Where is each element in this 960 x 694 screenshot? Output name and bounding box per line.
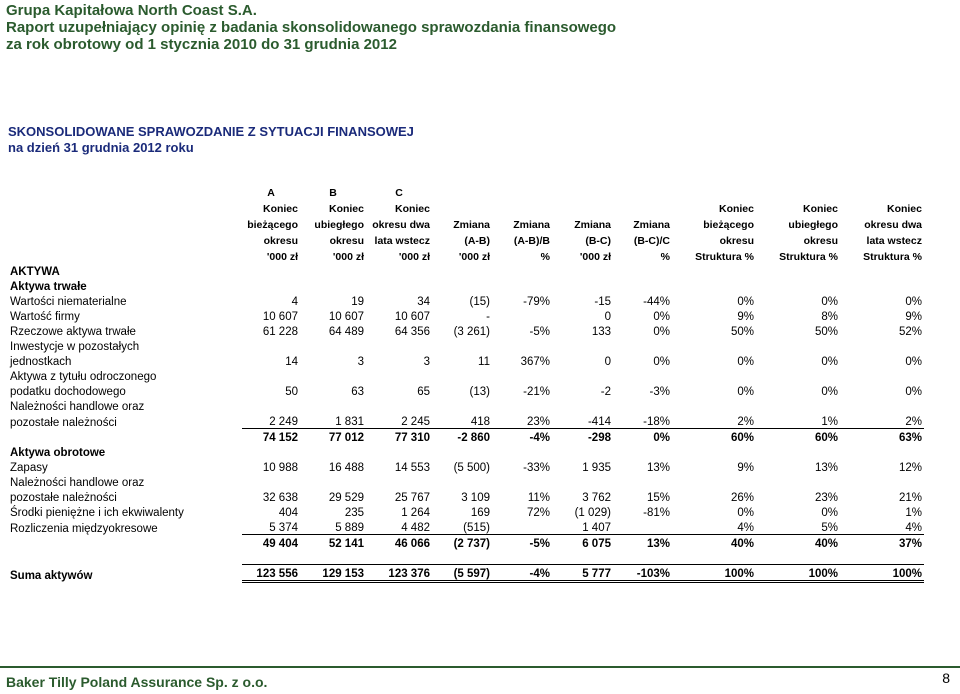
value-cell: 25 767: [394, 492, 430, 504]
value-cell: 19: [351, 296, 364, 308]
value-cell: 2 249: [269, 416, 298, 428]
table-row: [8, 293, 924, 308]
value-cell: 12%: [898, 462, 922, 474]
table-row: [8, 353, 924, 368]
value-cell: 15%: [646, 492, 670, 504]
value-cell: 5%: [821, 522, 838, 534]
column-header-cell: %: [540, 251, 550, 263]
column-header-cell: [552, 199, 613, 215]
balance-sheet-table: [8, 183, 924, 583]
value-cell: 3 762: [582, 492, 611, 504]
row-label: jednostkach: [10, 356, 72, 368]
column-header-cell: Koniec: [262, 203, 298, 215]
row-label: pozostałe należności: [10, 492, 117, 504]
column-header-cell: Struktura %: [695, 251, 754, 263]
value-cell: 8%: [821, 311, 838, 323]
label-continuation-row: [8, 368, 924, 383]
table-row: [8, 413, 924, 429]
value-cell: (515): [463, 522, 490, 534]
column-header-cell: '000 zł: [458, 251, 490, 263]
row-label: Środki pieniężne i ich ekwiwalenty: [10, 507, 184, 519]
column-header-cell: '000 zł: [579, 251, 611, 263]
table-row: [8, 459, 924, 474]
value-cell: 4 482: [401, 522, 430, 534]
footer-company: Baker Tilly Poland Assurance Sp. z o.o.: [6, 674, 268, 690]
value-cell: 4: [291, 296, 298, 308]
value-cell: 77 012: [300, 429, 366, 445]
header-row-row3: [8, 231, 924, 247]
value-cell: 6 075: [552, 535, 613, 551]
column-header-cell: lata wstecz: [866, 235, 922, 247]
value-cell: 0%: [653, 311, 670, 323]
value-cell: 0%: [737, 296, 754, 308]
value-cell: -5%: [492, 535, 552, 551]
value-cell: 2%: [737, 416, 754, 428]
value-cell: 3 109: [461, 492, 490, 504]
row-label: Wartość firmy: [10, 311, 80, 323]
value-cell: 13%: [646, 462, 670, 474]
value-cell: 13%: [613, 535, 672, 551]
value-cell: 61 228: [262, 326, 298, 338]
value-cell: 40%: [756, 535, 840, 551]
row-label: Rozliczenia międzyokresowe: [10, 522, 158, 535]
value-cell: 0%: [737, 386, 754, 398]
value-cell: 5 777: [552, 565, 613, 582]
value-cell: 0%: [613, 429, 672, 445]
value-cell: 37%: [840, 535, 924, 551]
value-cell: 52 141: [300, 535, 366, 551]
column-header-cell: okresu: [803, 235, 838, 247]
value-cell: 40%: [672, 535, 756, 551]
column-header-cell: [756, 183, 840, 199]
value-cell: 60%: [756, 429, 840, 445]
row-label: Aktywa z tytułu odroczonego: [10, 371, 157, 383]
row-label: Rzeczowe aktywa trwałe: [10, 326, 136, 338]
column-header-cell: bieżącego: [247, 219, 298, 231]
column-header-cell: Struktura %: [863, 251, 922, 263]
value-cell: 10 607: [262, 311, 298, 323]
value-cell: -3%: [649, 386, 670, 398]
column-header-cell: [432, 183, 492, 199]
column-header-cell: ubiegłego: [788, 219, 838, 231]
row-label: Inwestycje w pozostałych: [10, 341, 140, 353]
column-header-cell: B: [329, 187, 337, 199]
value-cell: 21%: [898, 492, 922, 504]
column-header-cell: Zmiana: [453, 219, 490, 231]
value-cell: 64 489: [328, 326, 364, 338]
value-cell: (5 597): [432, 565, 492, 582]
row-label: Należności handlowe oraz: [10, 477, 145, 489]
row-label: Wartości niematerialne: [10, 296, 127, 308]
table-row: [8, 504, 924, 519]
value-cell: 50: [285, 386, 298, 398]
value-cell: 1 407: [582, 522, 611, 534]
value-cell: -4%: [492, 565, 552, 582]
value-cell: 0%: [905, 296, 922, 308]
footer-divider: [0, 666, 960, 668]
value-cell: 16 488: [328, 462, 364, 474]
column-header-cell: [552, 183, 613, 199]
table-row: [8, 489, 924, 504]
header-label-cell: [8, 199, 242, 215]
column-header-cell: okresu dwa: [372, 219, 430, 231]
value-cell: -103%: [613, 565, 672, 582]
column-header-cell: [432, 199, 492, 215]
value-cell: 0%: [905, 356, 922, 368]
value-cell: [613, 519, 672, 535]
report-period: za rok obrotowy od 1 stycznia 2010 do 31 grudnia 2012: [6, 36, 397, 53]
value-cell: -4%: [492, 429, 552, 445]
column-header-cell: ubiegłego: [314, 219, 364, 231]
value-cell: [492, 308, 552, 323]
value-cell: 11%: [527, 492, 550, 504]
value-cell: 0%: [821, 386, 838, 398]
value-cell: 2 245: [401, 416, 430, 428]
report-group-name: Grupa Kapitałowa North Coast S.A.: [6, 2, 257, 19]
statement-title: SKONSOLIDOWANE SPRAWOZDANIE Z SYTUACJI FINANSOWEJ: [8, 124, 414, 139]
row-label: Należności handlowe oraz: [10, 401, 145, 413]
value-cell: 52%: [898, 326, 922, 338]
value-cell: 3: [423, 356, 430, 368]
column-header-cell: Koniec: [328, 203, 364, 215]
value-cell: 169: [470, 507, 490, 519]
column-header-cell: '000 zł: [332, 251, 364, 263]
value-cell: 1 831: [335, 416, 364, 428]
row-label: podatku dochodowego: [10, 386, 126, 398]
row-label: Aktywa trwałe: [10, 281, 87, 293]
value-cell: (1 029): [574, 507, 611, 519]
value-cell: 60%: [672, 429, 756, 445]
value-cell: 123 556: [242, 565, 300, 582]
value-cell: 64 356: [394, 326, 430, 338]
spacer-row: [8, 550, 924, 565]
value-cell: 0%: [821, 296, 838, 308]
value-cell: 50%: [814, 326, 838, 338]
grand-total-row: [8, 565, 924, 582]
value-cell: 100%: [672, 565, 756, 582]
value-cell: 2%: [905, 416, 922, 428]
row-label: Suma aktywów: [10, 569, 93, 582]
column-header-cell: [492, 199, 552, 215]
value-cell: -: [486, 311, 490, 323]
subtotal-row: [8, 535, 924, 551]
header-row-letters: [8, 183, 924, 199]
value-cell: [492, 519, 552, 535]
value-cell: 404: [278, 507, 298, 519]
value-cell: -2 860: [432, 429, 492, 445]
header-row-row1: [8, 199, 924, 215]
header-label-cell: [8, 231, 242, 247]
value-cell: 49 404: [242, 535, 300, 551]
column-header-cell: (B-C)/C: [633, 235, 670, 247]
page-number: 8: [942, 670, 950, 686]
header-row-row2: [8, 215, 924, 231]
value-cell: 74 152: [242, 429, 300, 445]
value-cell: 0: [604, 356, 611, 368]
column-header-cell: '000 zł: [266, 251, 298, 263]
header-label-cell: [8, 215, 242, 231]
value-cell: 13%: [814, 462, 838, 474]
column-header-cell: Zmiana: [513, 219, 550, 231]
column-header-cell: (B-C): [585, 235, 611, 247]
value-cell: 63: [351, 386, 364, 398]
value-cell: 29 529: [328, 492, 364, 504]
column-header-cell: [613, 199, 672, 215]
table-row: [8, 308, 924, 323]
value-cell: 0%: [737, 356, 754, 368]
value-cell: 4%: [905, 522, 922, 534]
value-cell: -298: [552, 429, 613, 445]
value-cell: -414: [587, 416, 611, 428]
column-header-cell: (A-B): [464, 235, 490, 247]
column-header-cell: lata wstecz: [374, 235, 430, 247]
column-header-cell: okresu: [329, 235, 364, 247]
value-cell: 9%: [737, 462, 754, 474]
value-cell: 418: [470, 416, 490, 428]
row-label: pozostałe należności: [10, 416, 117, 429]
column-header-cell: A: [267, 187, 275, 199]
value-cell: 63%: [840, 429, 924, 445]
label-continuation-row: [8, 338, 924, 353]
column-header-cell: [613, 183, 672, 199]
column-header-cell: Zmiana: [633, 219, 670, 231]
table-row: [8, 323, 924, 338]
column-header-cell: Koniec: [394, 203, 430, 215]
column-header-cell: %: [660, 251, 670, 263]
value-cell: -18%: [643, 416, 670, 428]
value-cell: (3 261): [453, 326, 490, 338]
value-cell: 10 607: [394, 311, 430, 323]
value-cell: 133: [591, 326, 611, 338]
value-cell: 10 988: [262, 462, 298, 474]
column-header-cell: [672, 183, 756, 199]
value-cell: 9%: [905, 311, 922, 323]
value-cell: (5 500): [453, 462, 490, 474]
value-cell: 129 153: [300, 565, 366, 582]
column-header-cell: Koniec: [886, 203, 922, 215]
column-header-cell: C: [395, 187, 403, 199]
row-label: [8, 535, 242, 551]
value-cell: 3: [357, 356, 364, 368]
value-cell: 11: [478, 356, 490, 368]
value-cell: 14: [285, 356, 298, 368]
value-cell: 14 553: [394, 462, 430, 474]
value-cell: -81%: [643, 507, 670, 519]
aktywa-heading-row: [8, 263, 924, 278]
row-label: AKTYWA: [10, 266, 60, 278]
value-cell: 1 264: [401, 507, 430, 519]
row-label: Aktywa obrotowe: [10, 447, 106, 459]
value-cell: 4%: [737, 522, 754, 534]
value-cell: (15): [469, 296, 490, 308]
value-cell: 1%: [905, 507, 922, 519]
value-cell: 77 310: [366, 429, 432, 445]
value-cell: 23%: [814, 492, 838, 504]
column-header-cell: Koniec: [802, 203, 838, 215]
value-cell: 0%: [653, 326, 670, 338]
header-row-row4: [8, 247, 924, 263]
aktywa-trwale-heading-row: [8, 278, 924, 293]
value-cell: -44%: [643, 296, 670, 308]
value-cell: 5 374: [269, 522, 298, 534]
value-cell: 5 889: [335, 522, 364, 534]
statement-date: na dzień 31 grudnia 2012 roku: [8, 140, 194, 155]
value-cell: 0%: [737, 507, 754, 519]
column-header-cell: bieżącego: [703, 219, 754, 231]
value-cell: 23%: [526, 416, 550, 428]
header-label-cell: [8, 183, 242, 199]
value-cell: 1 935: [582, 462, 611, 474]
value-cell: 367%: [520, 356, 550, 368]
column-header-cell: okresu: [263, 235, 298, 247]
column-header-cell: okresu dwa: [864, 219, 922, 231]
value-cell: 34: [417, 296, 430, 308]
column-header-cell: Zmiana: [574, 219, 611, 231]
value-cell: 26%: [730, 492, 754, 504]
value-cell: 123 376: [366, 565, 432, 582]
value-cell: 0: [604, 311, 611, 323]
column-header-cell: okresu: [719, 235, 754, 247]
column-header-cell: Koniec: [718, 203, 754, 215]
value-cell: 72%: [526, 507, 550, 519]
column-header-cell: [492, 183, 552, 199]
value-cell: 0%: [905, 386, 922, 398]
value-cell: 0%: [821, 507, 838, 519]
value-cell: -2: [600, 386, 611, 398]
value-cell: 32 638: [262, 492, 298, 504]
column-header-cell: [840, 183, 924, 199]
value-cell: 65: [417, 386, 430, 398]
table-row: [8, 519, 924, 535]
value-cell: -15: [594, 296, 611, 308]
value-cell: -33%: [523, 462, 550, 474]
value-cell: -79%: [523, 296, 550, 308]
value-cell: -21%: [523, 386, 550, 398]
label-continuation-row: [8, 474, 924, 489]
table-row: [8, 383, 924, 398]
value-cell: (13): [469, 386, 490, 398]
report-title: Raport uzupełniający opinię z badania skonsolidowanego sprawozdania finansowego: [6, 19, 617, 36]
column-header-cell: Struktura %: [779, 251, 838, 263]
column-header-cell: (A-B)/B: [513, 235, 550, 247]
column-header-cell: '000 zł: [398, 251, 430, 263]
value-cell: 46 066: [366, 535, 432, 551]
value-cell: 9%: [737, 311, 754, 323]
value-cell: 10 607: [328, 311, 364, 323]
header-label-cell: [8, 247, 242, 263]
value-cell: -5%: [529, 326, 550, 338]
value-cell: (2 737): [432, 535, 492, 551]
value-cell: 0%: [821, 356, 838, 368]
value-cell: 100%: [840, 565, 924, 582]
aktywa-obrotowe-heading-row: [8, 444, 924, 459]
value-cell: 0%: [653, 356, 670, 368]
value-cell: 50%: [730, 326, 754, 338]
value-cell: 1%: [821, 416, 838, 428]
row-label: [8, 429, 242, 445]
label-continuation-row: [8, 398, 924, 413]
subtotal-row: [8, 429, 924, 445]
value-cell: 235: [344, 507, 364, 519]
value-cell: 100%: [756, 565, 840, 582]
row-label: Zapasy: [10, 462, 48, 474]
